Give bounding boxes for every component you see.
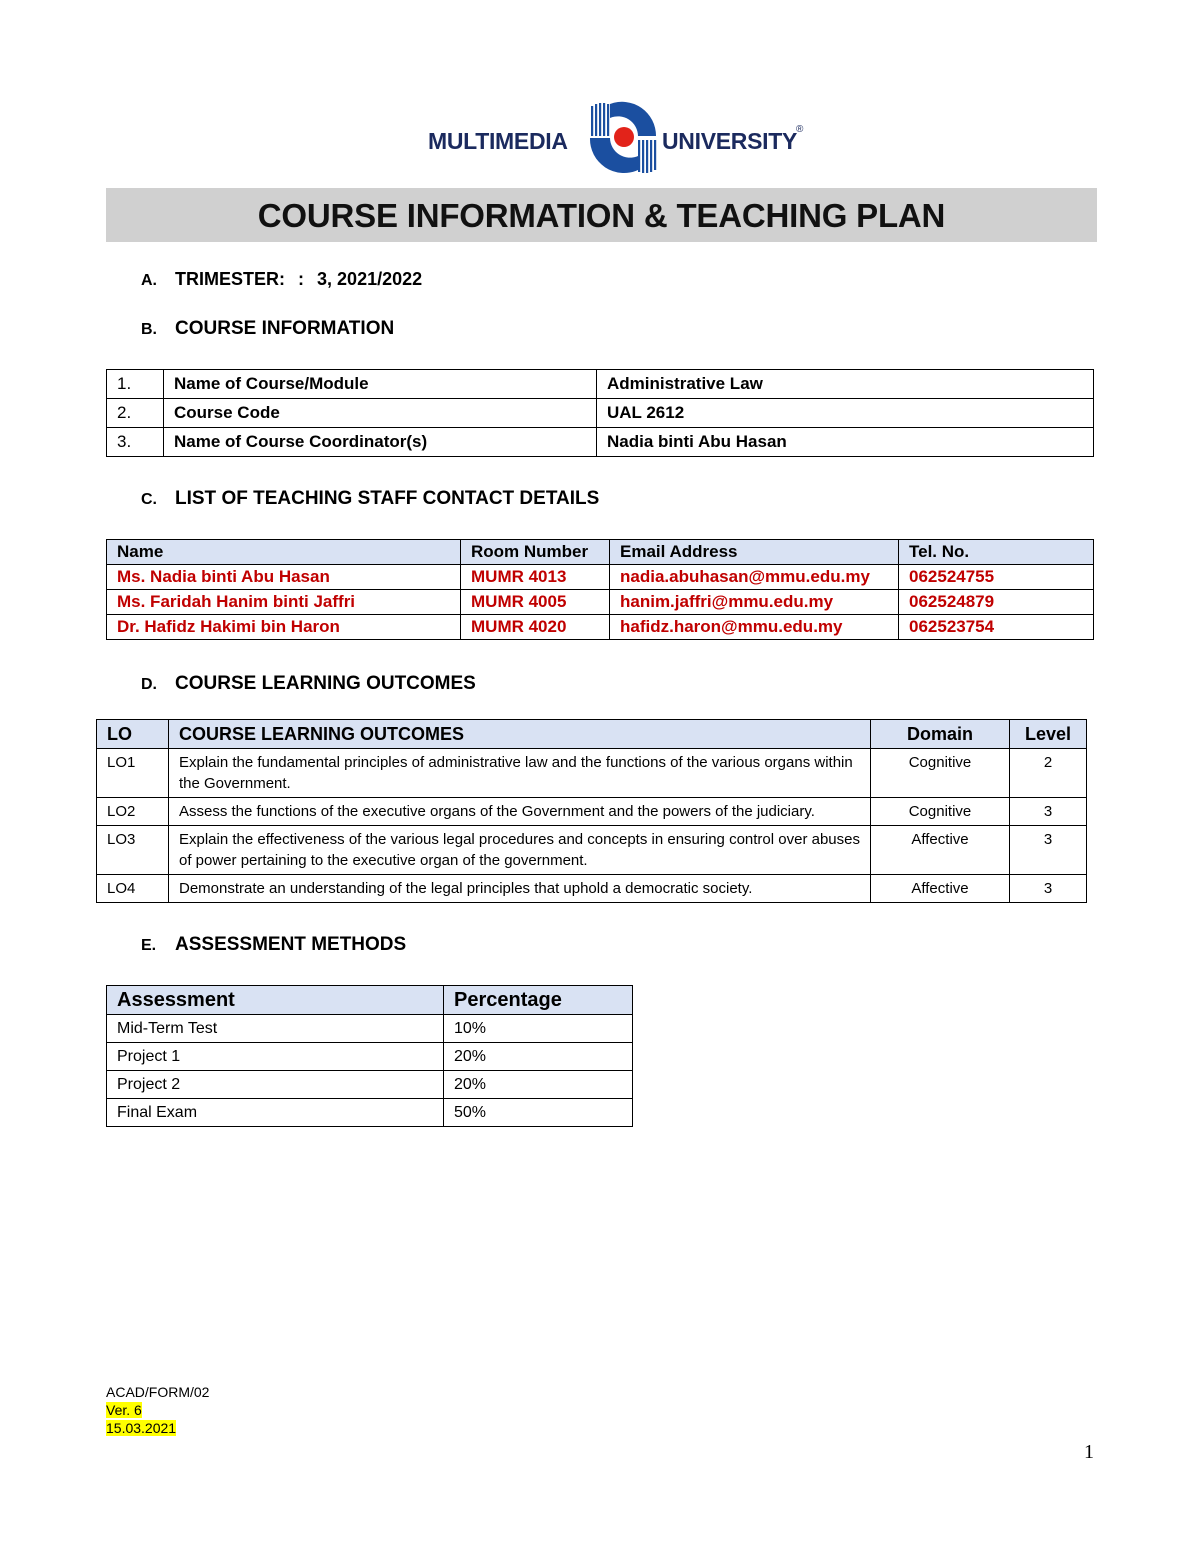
row-label: Name of Course Coordinator(s) — [164, 428, 597, 457]
staff-name: Dr. Hafidz Hakimi bin Haron — [107, 615, 461, 640]
table-row — [107, 565, 1094, 590]
lo-id: LO1 — [97, 749, 169, 798]
coordinator-value: Nadia binti Abu Hasan — [597, 428, 1094, 457]
table-row — [107, 428, 1094, 457]
assessment-name: Final Exam — [107, 1099, 444, 1127]
trimester-line — [141, 269, 422, 290]
col-header-room: Room Number — [461, 540, 610, 565]
assessment-pct: 20% — [444, 1071, 633, 1099]
section-c-heading — [141, 488, 599, 510]
staff-name: Ms. Faridah Hanim binti Jaffri — [107, 590, 461, 615]
table-header-row — [107, 540, 1094, 565]
section-e-letter: E. — [141, 937, 157, 954]
mmu-emblem-icon — [588, 100, 660, 176]
section-d-heading — [141, 673, 476, 695]
staff-tel: 062524879 — [899, 590, 1094, 615]
section-d-letter: D. — [141, 676, 157, 693]
page-number: 1 — [1084, 1441, 1094, 1463]
form-code: ACAD/FORM/02 — [106, 1384, 210, 1400]
staff-contact-table — [106, 539, 1094, 640]
row-number: 2. — [107, 399, 164, 428]
table-row — [107, 1043, 633, 1071]
lo-level: 2 — [1010, 749, 1087, 798]
trimester-separator: : — [298, 269, 305, 289]
logo-left-word: MULTIMEDIA — [428, 128, 568, 154]
section-d-title: COURSE LEARNING OUTCOMES — [175, 673, 476, 694]
col-header-email: Email Address — [610, 540, 899, 565]
row-label: Name of Course/Module — [164, 370, 597, 399]
course-info-table — [106, 369, 1094, 457]
table-row — [107, 1015, 633, 1043]
row-label: Course Code — [164, 399, 597, 428]
staff-email-link[interactable]: nadia.abuhasan@mmu.edu.my — [610, 565, 899, 590]
lo-level: 3 — [1010, 798, 1087, 826]
row-number: 1. — [107, 370, 164, 399]
course-name-value: Administrative Law — [597, 370, 1094, 399]
staff-tel: 062524755 — [899, 565, 1094, 590]
lo-text: Demonstrate an understanding of the legal principles that uphold a democratic society. — [169, 875, 871, 903]
assessment-name: Project 1 — [107, 1043, 444, 1071]
version-text: Ver. 6 — [106, 1402, 142, 1418]
trimester-value: 3, 2021/2022 — [317, 269, 423, 289]
col-header-percentage: Percentage — [444, 986, 633, 1015]
lo-text: Explain the effectiveness of the various legal procedures and concepts in ensuring control over abuses of power pertaining to the executive organ of the government. — [169, 826, 871, 875]
table-row — [97, 875, 1087, 903]
table-header-row — [97, 720, 1087, 749]
learning-outcomes-table — [96, 719, 1087, 903]
lo-id: LO3 — [97, 826, 169, 875]
assessment-name: Project 2 — [107, 1071, 444, 1099]
page-title: COURSE INFORMATION & TEACHING PLAN — [257, 197, 946, 234]
section-c-title: LIST OF TEACHING STAFF CONTACT DETAILS — [175, 488, 600, 509]
section-c-letter: C. — [141, 491, 157, 508]
lo-text: Explain the fundamental principles of administrative law and the functions of the various organs within the Government. — [169, 749, 871, 798]
lo-domain: Affective — [871, 826, 1010, 875]
section-a-letter: A. — [141, 272, 157, 289]
staff-email-link[interactable]: hafidz.haron@mmu.edu.my — [610, 615, 899, 640]
table-row — [107, 399, 1094, 428]
university-logo — [428, 100, 818, 176]
lo-text: Assess the functions of the executive organs of the Government and the powers of the judiciary. — [169, 798, 871, 826]
registered-mark: ® — [796, 124, 804, 135]
lo-level: 3 — [1010, 875, 1087, 903]
table-row — [97, 749, 1087, 798]
section-b-title: COURSE INFORMATION — [175, 318, 395, 339]
staff-room: MUMR 4020 — [461, 615, 610, 640]
logo-right-word: UNIVERSITY — [662, 128, 798, 154]
date-text: 15.03.2021 — [106, 1420, 177, 1436]
staff-room: MUMR 4005 — [461, 590, 610, 615]
lo-level: 3 — [1010, 826, 1087, 875]
lo-id: LO2 — [97, 798, 169, 826]
table-row — [107, 615, 1094, 640]
staff-email-link[interactable]: hanim.jaffri@mmu.edu.my — [610, 590, 899, 615]
lo-id: LO4 — [97, 875, 169, 903]
version-label — [106, 1402, 142, 1418]
lo-domain: Cognitive — [871, 749, 1010, 798]
title-banner — [106, 188, 1097, 242]
staff-room: MUMR 4013 — [461, 565, 610, 590]
col-header-name: Name — [107, 540, 461, 565]
table-row — [107, 590, 1094, 615]
lo-domain: Cognitive — [871, 798, 1010, 826]
section-e-title: ASSESSMENT METHODS — [175, 934, 407, 955]
assessment-name: Mid-Term Test — [107, 1015, 444, 1043]
date-label — [106, 1420, 176, 1436]
table-row — [107, 1099, 633, 1127]
table-row — [107, 1071, 633, 1099]
table-row — [107, 370, 1094, 399]
trimester-label: TRIMESTER: — [175, 269, 285, 289]
col-header-level: Level — [1010, 720, 1087, 749]
assessment-pct: 10% — [444, 1015, 633, 1043]
staff-tel: 062523754 — [899, 615, 1094, 640]
course-code-value: UAL 2612 — [597, 399, 1094, 428]
col-header-assessment: Assessment — [107, 986, 444, 1015]
table-row — [97, 826, 1087, 875]
lo-domain: Affective — [871, 875, 1010, 903]
section-b-heading — [141, 318, 394, 340]
row-number: 3. — [107, 428, 164, 457]
section-b-letter: B. — [141, 321, 157, 338]
section-e-heading — [141, 934, 406, 956]
col-header-tel: Tel. No. — [899, 540, 1094, 565]
assessment-table — [106, 985, 633, 1127]
staff-name: Ms. Nadia binti Abu Hasan — [107, 565, 461, 590]
col-header-outcomes: COURSE LEARNING OUTCOMES — [169, 720, 871, 749]
table-header-row — [107, 986, 633, 1015]
col-header-domain: Domain — [871, 720, 1010, 749]
col-header-lo: LO — [97, 720, 169, 749]
table-row — [97, 798, 1087, 826]
assessment-pct: 20% — [444, 1043, 633, 1071]
assessment-pct: 50% — [444, 1099, 633, 1127]
